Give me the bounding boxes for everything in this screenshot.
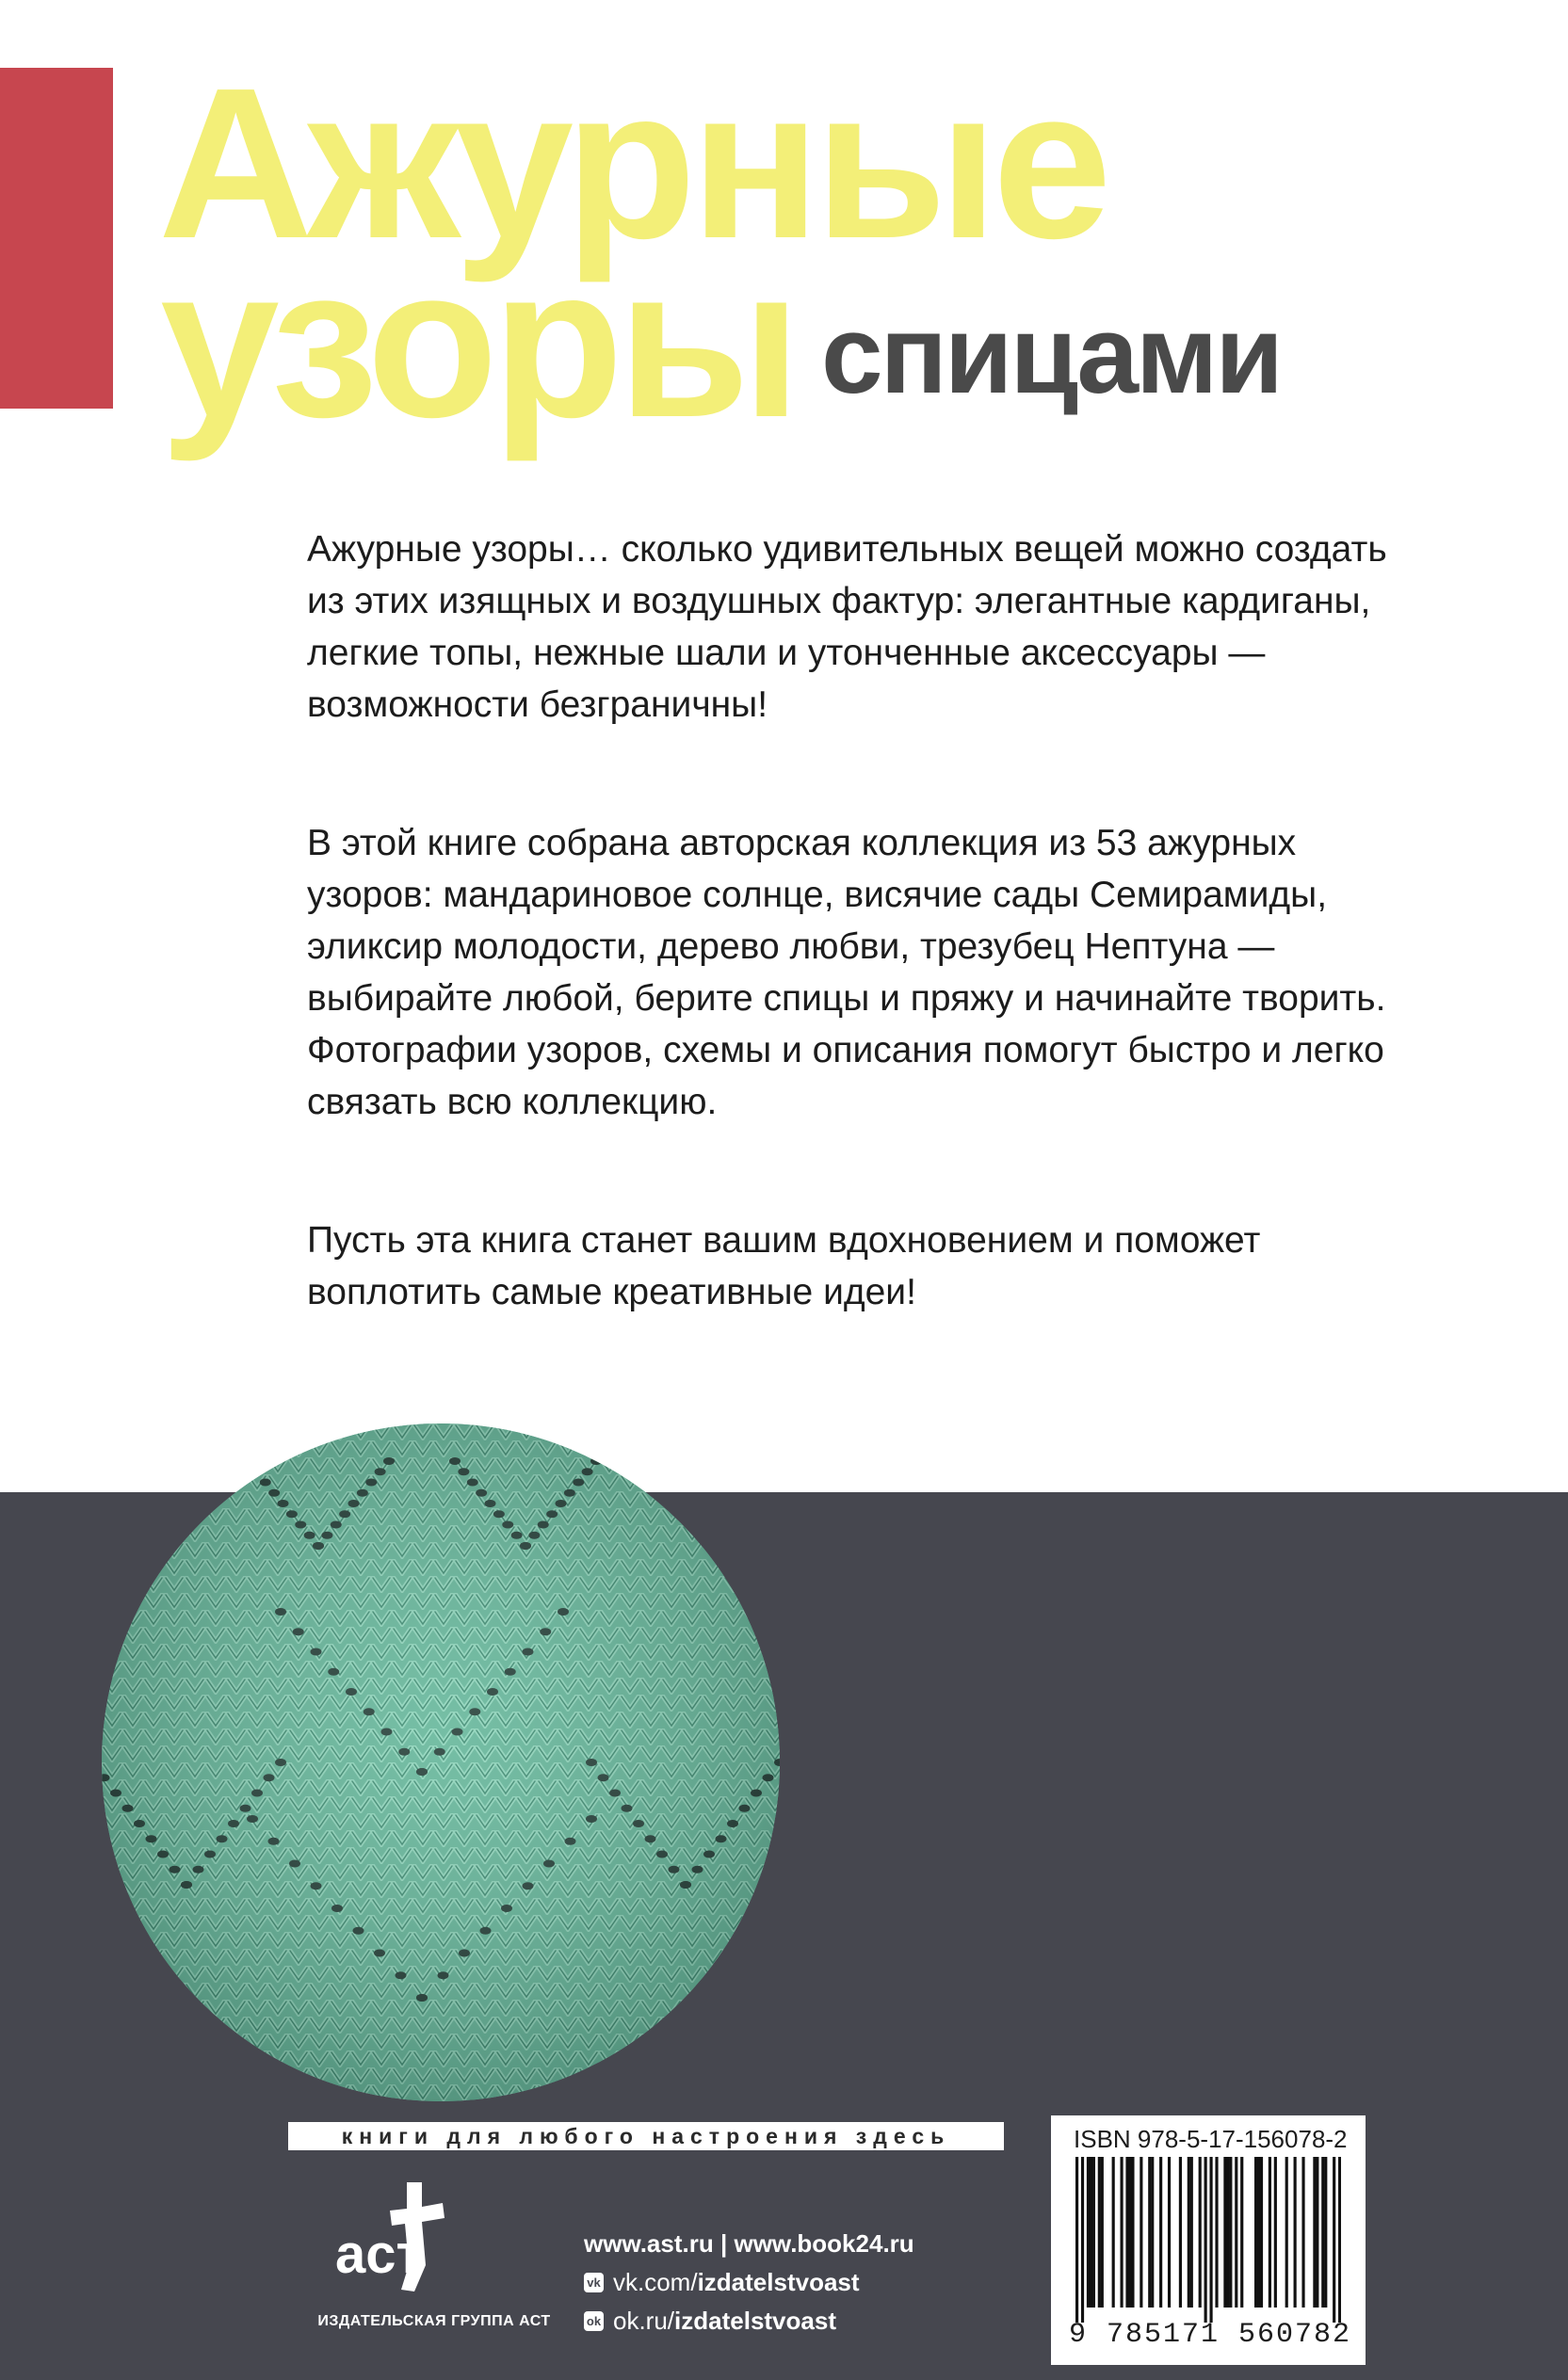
ast-logo-icon [335, 2175, 458, 2297]
barcode-bar [1168, 2157, 1171, 2308]
barcode-bar [1285, 2157, 1288, 2308]
barcode-bar [1226, 2157, 1229, 2308]
barcode-bar [1159, 2157, 1162, 2308]
book-description [307, 523, 1428, 1405]
barcode-bar [1188, 2157, 1190, 2308]
barcode-bar [1223, 2157, 1226, 2308]
tagline-text: книги для любого настроения здесь [341, 2123, 951, 2148]
barcode-bar [1151, 2157, 1154, 2308]
ok-link[interactable] [584, 2307, 914, 2336]
barcode-bar [1333, 2157, 1335, 2323]
website-links [584, 2229, 914, 2259]
barcode-digits: 9 785171 560782 [1068, 2319, 1352, 2351]
accent-red-bar [0, 68, 113, 409]
barcode-bar [1257, 2157, 1260, 2308]
knitting-sample-photo [102, 1423, 780, 2101]
barcode-bar [1087, 2157, 1090, 2308]
barcode-bar [1199, 2157, 1202, 2308]
website-link-book24[interactable]: www.book24.ru [734, 2229, 914, 2258]
barcode-bar [1209, 2157, 1212, 2323]
barcode-bar [1092, 2157, 1095, 2308]
barcode-bar [1075, 2157, 1078, 2323]
barcode-bar [1269, 2157, 1271, 2308]
barcode-bar [1148, 2157, 1151, 2308]
isbn-barcode-box [1051, 2115, 1366, 2365]
barcode-bar [1128, 2157, 1131, 2308]
ok-link-prefix: ok.ru/ [613, 2307, 675, 2335]
publisher-links [584, 2229, 914, 2336]
book-title-line-1: Ажурные [158, 44, 1107, 283]
book-title-line-2: узоры [160, 223, 796, 462]
ok-link-handle: izdatelstvoast [674, 2307, 836, 2335]
barcode-bar [1235, 2157, 1237, 2308]
isbn-number: ISBN 978-5-17-156078-2 [1074, 2125, 1348, 2153]
knit-texture-graphic [102, 1423, 780, 2101]
barcode-bar [1190, 2157, 1193, 2308]
barcode-bar [1321, 2157, 1324, 2308]
barcode-bar [1316, 2157, 1318, 2308]
logo-lettering: аст [335, 2224, 423, 2285]
description-paragraph-2: В этой книге собрана авторская коллекция из 53 ажурных узоров: мандариновое солнце, висячие сады Семирамиды, эликсир молодости, дерево любви, трезубец Нептуна — выбирайте любой, берите спицы и пряжу и начинайте творить. Фотографии узоров, схемы и описания помогут быстро и легко связать всю коллекцию. [307, 823, 1386, 1122]
barcode-bar [1112, 2157, 1115, 2308]
barcode-bar [1140, 2157, 1142, 2308]
barcode-bar [1324, 2157, 1327, 2308]
barcode-bar [1204, 2157, 1207, 2323]
barcode-bar [1081, 2157, 1084, 2323]
barcode-bar [1131, 2157, 1134, 2308]
barcode-bar [1240, 2157, 1243, 2308]
ok-icon: ok [584, 2311, 604, 2331]
book-subtitle: спицами [821, 293, 1281, 417]
barcode-graphic [1075, 2157, 1341, 2323]
vk-link-handle: izdatelstvoast [697, 2268, 860, 2296]
barcode-bar [1229, 2157, 1232, 2308]
barcode-bar [1125, 2157, 1128, 2308]
barcode-bar [1338, 2157, 1341, 2323]
barcode-bar [1313, 2157, 1316, 2308]
vk-icon: vk [584, 2273, 604, 2292]
barcode-bar [1179, 2157, 1182, 2308]
description-paragraph-1: Ажурные узоры… сколько удивительных вещей можно создать из этих изящных и воздушных фактур: элегантные кардиганы, легкие топы, нежные шали и утонченные аксессуары — возможности безграничны! [307, 529, 1387, 725]
barcode-bar [1294, 2157, 1297, 2308]
vk-link[interactable] [584, 2268, 914, 2297]
barcode-bar [1301, 2157, 1304, 2308]
barcode-bar [1254, 2157, 1257, 2308]
barcode-bar [1260, 2157, 1263, 2308]
barcode-bar [1101, 2157, 1104, 2308]
barcode-bar [1120, 2157, 1123, 2308]
website-link-ast[interactable]: www.ast.ru [584, 2229, 714, 2258]
barcode-bar [1090, 2157, 1092, 2308]
barcode-bar [1098, 2157, 1101, 2308]
publisher-name: ИЗДАТЕЛЬСКАЯ ГРУППА АСТ [317, 2313, 551, 2329]
tagline-banner [288, 2122, 1004, 2150]
website-separator: | [719, 2229, 728, 2258]
description-paragraph-3: Пусть эта книга станет вашим вдохновением и поможет воплотить самые креативные идеи! [307, 1220, 1261, 1312]
vk-link-prefix: vk.com/ [613, 2268, 698, 2296]
knit-eyelet [242, 1457, 253, 1465]
barcode-bar [1215, 2157, 1218, 2308]
barcode-bar [1274, 2157, 1277, 2308]
